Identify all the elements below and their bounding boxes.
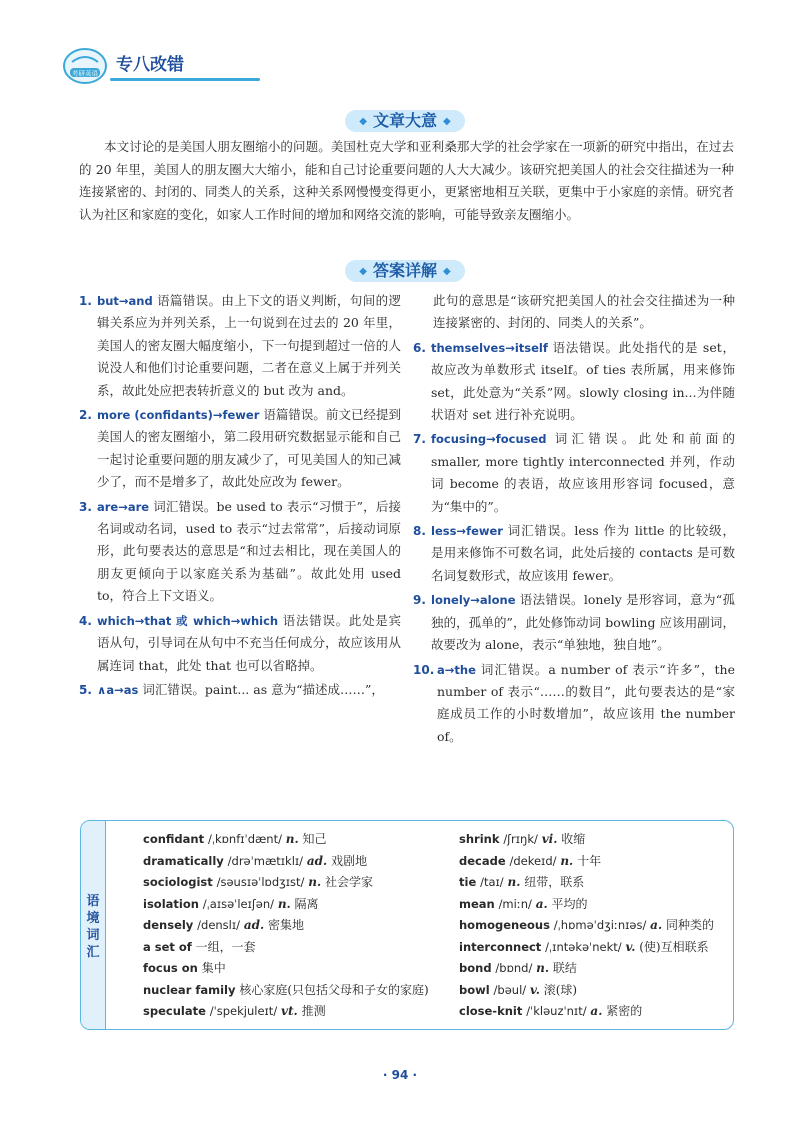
vocab-part-of-speech: ad. [306,853,328,868]
vocab-part-of-speech: a. [535,896,548,911]
vocabulary-entry [143,958,463,980]
vocab-definition: 密集地 [268,918,305,932]
answer-number: 8. [413,524,426,539]
vocab-definition: 滚(球) [543,982,578,997]
vocab-part-of-speech: n. [277,896,291,911]
answer-number: 5. [79,682,92,697]
answer-correction: less→fewer [431,524,503,539]
vocab-phonetic: /ˈspekjuleɪt/ [209,1004,278,1018]
vocab-word: densely [143,918,194,932]
vocabulary-entry [143,851,463,873]
vocab-phonetic: /taɪ/ [480,875,504,889]
answer-correction: ∧a→as [97,682,139,697]
vocabulary-entry [143,937,463,959]
vocab-part-of-speech: n. [536,961,550,975]
vocabulary-entry [459,894,729,916]
answer-explanation: 语法错误。lonely 是形容词，意为“孤独的，孤单的”，此处修饰动词 bowling 应该用副词，故要改为 alone，表示“单独地，独自地”。 [431,592,735,653]
vocab-definition: 集中 [201,961,226,975]
vocab-definition: 纽带，联系 [524,875,585,889]
vocab-part-of-speech: v. [529,982,540,997]
answer-correction: but→and [97,294,153,308]
vocab-part-of-speech: ad. [243,918,265,932]
answer-item [79,610,401,677]
vocab-phonetic: /drəˈmætɪklɪ/ [227,853,304,868]
vocabulary-left-column [143,829,463,1023]
answer-item [413,589,735,656]
vocab-definition: 十年 [577,853,602,868]
vocabulary-box [80,820,734,1030]
answer-number: 7. [413,432,426,447]
answer-explanation: 语法错误。此处是宾语从句，引导词在从句中不充当任何成分，故应该用从属连词 that，此处 that 也可以省略掉。 [97,612,401,673]
vocab-part-of-speech: n. [560,853,574,868]
answer-number: 4. [79,613,92,628]
vocabulary-entry [143,980,463,1002]
vocab-part-of-speech: n. [285,832,299,846]
vocabulary-entry [143,915,463,937]
answer-correction: lonely→alone [431,593,516,608]
vocabulary-entry [459,829,729,851]
vocab-word: dramatically [143,853,224,868]
answer-item [79,496,401,608]
answer-item [413,520,735,587]
answer-number: 3. [79,499,92,514]
vocab-part-of-speech: v. [625,939,636,954]
vocab-definition: 戏剧地 [331,853,368,868]
vocab-definition: 社会学家 [324,875,373,889]
vocab-phonetic: /ˌɪntəkəˈnekt/ [545,939,622,954]
vocab-part-of-speech: a. [590,1004,603,1018]
vocab-definition: 核心家庭(只包括父母和子女的家庭) [239,982,429,997]
answer-explanation: 语篇错误。由上下文的语义判断，句间的逻辑关系应为并列关系，上一句说到在过去的 20 年里，美国人的密友圈大幅度缩小，下一句提到超过一倍的人说没人和他们讨论重要问题，二者在意义上属于并列关系，故此处应把表转折意义的 but 改为 and。 [97,293,401,398]
answer-number: 9. [413,593,426,608]
answer-number: 1. [79,294,92,308]
answer-correction: themselves→itself [431,340,548,355]
answer-correction: more (confidants)→fewer [97,408,260,423]
header-title: 专八改错 [116,55,184,75]
vocab-word: bowl [459,982,490,997]
vocab-phonetic: /ˌaɪsəˈleɪʃən/ [202,896,274,911]
answer-correction: a→the [437,662,476,677]
vocab-definition: 知己 [302,832,327,846]
vocab-word: focus on [143,961,198,975]
vocab-word: confidant [143,832,205,846]
vocab-phonetic: /miːn/ [498,896,532,911]
answer-explanation: 词汇错误。a number of 表示“许多”，the number of 表示“……的数目”，此句要表达的是“家庭成员工作的小时数增加”，故应该用 the number of。 [437,661,735,744]
vocab-phonetic: /dekeɪd/ [509,853,557,868]
vocab-phonetic: /ˌhɒməˈdʒiːnɪəs/ [553,918,647,932]
answer-number: 6. [413,340,426,355]
vocab-definition: 联结 [552,961,577,975]
answers-left-column [79,290,401,703]
answer-item [413,337,735,427]
vocabulary-entry [459,915,729,937]
vocab-word: speculate [143,1004,206,1018]
vocab-definition: 紧密的 [606,1004,643,1018]
answer-item [79,290,401,402]
vocab-word: bond [459,961,492,975]
vocabulary-entry [143,1001,463,1023]
vocabulary-entry [459,937,729,959]
answers-right-column [413,290,735,750]
answer-correction: which→that 或 which→which [97,613,279,628]
answer-number: 2. [79,408,92,423]
vocab-word: tie [459,875,477,889]
vocab-word: decade [459,853,506,868]
vocab-definition: 同种类的 [665,918,714,932]
vocab-phonetic: /ʃrɪŋk/ [503,832,538,846]
vocabulary-entry [143,872,463,894]
answer-explanation: 语法错误。此处指代的是 set，故应改为单数形式 itself。of ties 表所属，用来修饰 set，此处意为“关系”网。slowly closing in...为伴随状语对 set 进行补充说明。 [431,339,735,423]
vocab-part-of-speech: a. [650,918,663,932]
vocab-definition: 平均的 [551,896,588,911]
vocab-word: shrink [459,832,500,846]
vocabulary-label: 语 境 词 汇 [86,894,100,960]
vocab-word: nuclear family [143,982,236,997]
answer-item [79,404,401,494]
answers-title: ◆ 答案详解 ◆ [345,260,465,282]
vocabulary-entry [143,894,463,916]
vocab-definition: 推测 [301,1004,326,1018]
page-header [62,40,322,86]
diamond-icon: ◆ [443,265,451,277]
answer-number: 10. [413,662,435,677]
summary-text: 本文讨论的是美国人朋友圈缩小的问题。美国杜克大学和亚利桑那大学的社会学家在一项新的研究中指出，在过去的 20 年里，美国人的朋友圈大大缩小，能和自己讨论重要问题的人大大减少。该研究把美国人的社会交往描述为一种连接紧密的、封闭的、同类人的关系，这种关系网慢慢变得更小，更紧密地相互关联，更集中于小家庭的亲情。研究者认为社区和家庭的变化，如家人工作时间的增加和网络交流的影响，可能导致亲友圈缩小。 [79,139,734,222]
logo-text: 考研英语 [72,69,98,78]
answer-correction: focusing→focused [431,432,547,447]
vocab-definition: 收缩 [561,832,586,846]
vocab-definition: (使)互相联系 [639,939,709,954]
vocab-phonetic: /bəul/ [493,982,527,997]
vocab-phonetic: /səusɪəˈlɒdʒɪst/ [216,875,305,889]
answer-explanation: 词汇错误。less 作为 little 的比较级，是用来修饰不可数名词，此处后接的 contacts 是可数名词复数形式，故应该用 fewer。 [431,523,735,583]
vocabulary-side-tab [81,821,106,1029]
vocab-phonetic: /denslɪ/ [197,918,241,932]
vocab-definition: 隔离 [294,896,319,911]
vocabulary-entry [143,829,463,851]
answer-item [413,659,735,749]
page-number: · 94 · [382,1068,418,1082]
vocab-word: close-knit [459,1004,523,1018]
answer-continuation: 此句的意思是“该研究把美国人的社会交往描述为一种连接紧密的、封闭的、同类人的关系”。 [433,293,735,331]
diamond-icon: ◆ [359,265,367,277]
vocab-word: homogeneous [459,918,550,932]
vocabulary-entry [459,1001,729,1023]
vocab-word: isolation [143,896,199,911]
vocab-phonetic: /ˈkləuzˈnɪt/ [526,1004,587,1018]
answer-item [79,679,401,701]
vocab-part-of-speech: vi. [541,832,558,846]
diamond-icon: ◆ [359,115,367,127]
vocabulary-entry [459,980,729,1002]
answer-explanation: 词汇错误。be used to 表示“习惯于”，后接名词或动名词，used to 表示“过去常常”，后接动词原形，此句要表达的意思是“和过去相比，现在美国人的朋友更倾向于以家庭关系为基础”。故此处用 used to，符合上下文语义。 [97,498,401,604]
vocab-word: sociologist [143,875,213,889]
vocab-phonetic: /ˌkɒnfɪˈdænt/ [207,832,282,846]
vocab-part-of-speech: vt. [281,1004,298,1018]
vocab-part-of-speech: n. [308,875,322,889]
vocab-word: interconnect [459,939,542,954]
vocabulary-entry [459,851,729,873]
vocab-definition: 一组，一套 [195,939,256,954]
vocab-word: a set of [143,939,192,954]
vocabulary-entry [459,872,729,894]
diamond-icon: ◆ [443,115,451,127]
header-underline [110,78,260,81]
summary-title: ◆ 文章大意 ◆ [345,110,465,132]
answer-explanation: 语篇错误。前文已经提到美国人的密友圈缩小，第二段用研究数据显示能和自己一起讨论重要问题的朋友减少了，可见美国人的知己减少了，而不是增多了，故此处应改为 fewer。 [97,407,401,490]
answer-correction: are→are [97,499,150,514]
answer-explanation: 词汇错误。此处和前面的 smaller, more tightly interconnected 并列，作动词 become 的表语，故应该用形容词 focused，意为“集中的”。 [431,431,735,514]
book-logo-icon [62,46,108,86]
vocab-phonetic: /bɒnd/ [495,961,533,975]
answer-explanation: 词汇错误。paint... as 意为“描述成……”， [138,681,384,697]
vocabulary-entry [459,958,729,980]
vocab-word: mean [459,896,495,911]
answer-item [413,428,735,518]
vocab-part-of-speech: n. [507,875,521,889]
vocabulary-right-column [459,829,729,1023]
